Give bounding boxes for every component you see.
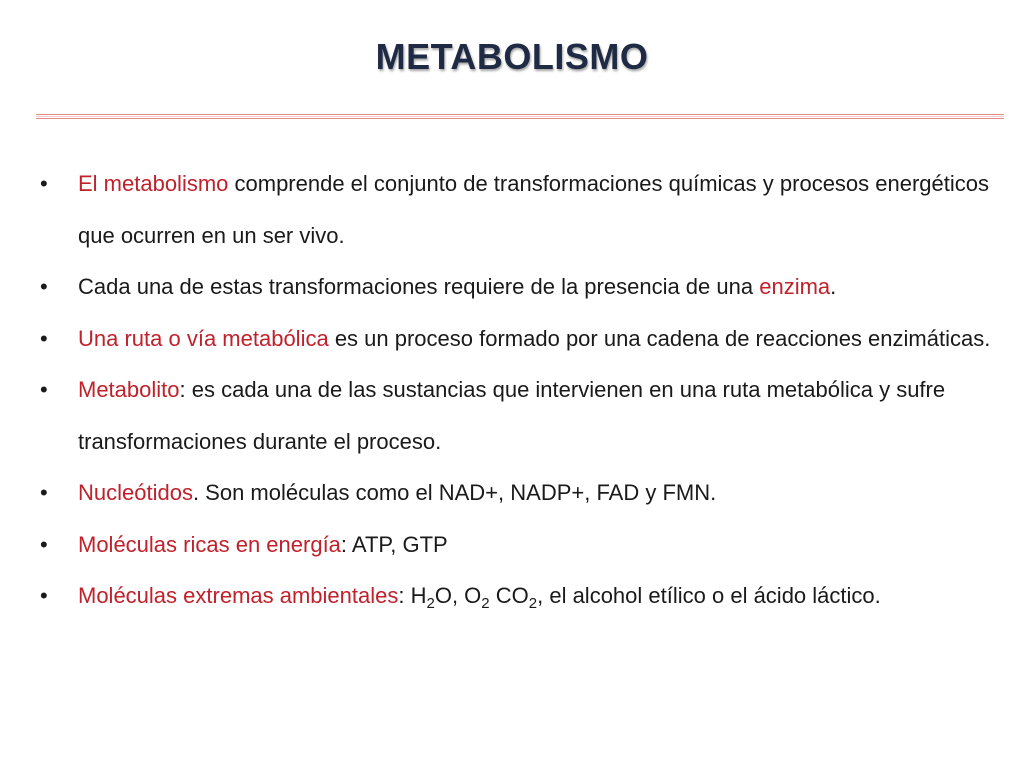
term-highlight: enzima <box>759 274 831 299</box>
term-highlight: Una ruta o vía metabólica <box>78 325 329 351</box>
bullet-text: : ATP, GTP <box>340 531 448 557</box>
formula-co: CO <box>489 583 529 608</box>
bullet-item-metabolito <box>40 364 1000 467</box>
bullet-list <box>40 158 1000 622</box>
bullet-icon: • <box>40 583 48 608</box>
bullet-text-end: , el alcohol etílico o el ácido láctico. <box>537 583 881 608</box>
bullet-icon: • <box>40 274 48 299</box>
bullet-text-end: . <box>830 274 837 299</box>
bullet-text: . Son moléculas como el NAD+, NADP+, FAD y FMN. <box>192 480 717 505</box>
bullet-icon: • <box>40 531 48 557</box>
bullet-text: es un proceso formado por una cadena de reacciones enzimáticas. <box>328 325 991 351</box>
bullet-item-nucleotidos <box>40 467 1000 519</box>
term-highlight: El metabolismo <box>78 171 229 196</box>
slide-title: METABOLISMO <box>375 36 649 77</box>
bullet-item-ruta-metabolica <box>40 313 1000 365</box>
term-highlight: Metabolito <box>78 377 180 402</box>
term-highlight: Nucleótidos <box>78 480 193 505</box>
bullet-icon: • <box>40 171 48 196</box>
bullet-item-moleculas-ambientales <box>40 570 1000 622</box>
bullet-icon: • <box>40 325 48 351</box>
bullet-item-metabolismo <box>40 158 1000 261</box>
bullet-text: Cada una de estas transformaciones requiere de la presencia de una <box>78 274 760 299</box>
bullet-icon: • <box>40 377 48 402</box>
term-highlight: Moléculas ricas en energía <box>78 531 341 557</box>
formula-o: O, O <box>434 583 482 608</box>
bullet-text: comprende el conjunto de transformaciones químicas y procesos energéticos que ocurren en un ser vivo. <box>78 171 990 248</box>
title-divider-inner <box>36 116 1004 117</box>
formula-subscript: 2 <box>426 595 435 612</box>
formula-subscript: 2 <box>481 595 490 612</box>
formula-subscript: 2 <box>528 595 538 612</box>
bullet-icon: • <box>40 480 48 505</box>
bullet-item-enzima <box>40 261 1000 313</box>
bullet-item-moleculas-energia <box>40 519 1000 571</box>
formula-h: H <box>410 583 427 608</box>
bullet-text: : <box>398 583 411 608</box>
bullet-text: : es cada una de las sustancias que intervienen en una ruta metabólica y sufre transformaciones durante el proceso. <box>78 377 946 454</box>
term-highlight: Moléculas extremas ambientales <box>78 583 399 608</box>
